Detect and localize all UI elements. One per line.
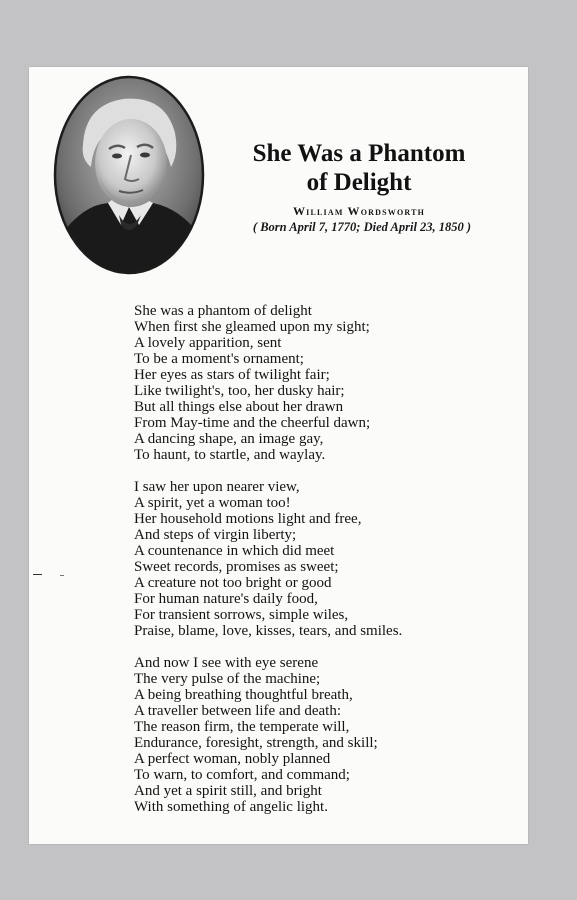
poem-line: A dancing shape, an image gay,: [134, 431, 324, 447]
poem-line: To haunt, to startle, and waylay.: [134, 447, 326, 463]
author-name: William Wordsworth: [292, 204, 426, 218]
author-dates: ( Born April 7, 1770; Died April 23, 1850 ): [252, 220, 472, 234]
poem-line: When first she gleamed upon my sight;: [134, 319, 370, 335]
poem-line: The very pulse of the machine;: [134, 671, 321, 687]
poem-line: For transient sorrows, simple wiles,: [134, 607, 349, 623]
poem-line: Like twilight's, too, her dusky hair;: [134, 383, 345, 399]
poem-line: From May-time and the cheerful dawn;: [134, 415, 371, 431]
poem-line: Praise, blame, love, kisses, tears, and smiles.: [134, 623, 403, 639]
poem-line: With something of angelic light.: [134, 799, 328, 815]
poem-line: For human nature's daily food,: [134, 591, 318, 607]
poem-line: A spirit, yet a woman too!: [134, 495, 291, 511]
poem-body: [134, 303, 514, 831]
poem-line: A lovely apparition, sent: [134, 335, 282, 351]
poem-line: Endurance, foresight, strength, and skill;: [134, 735, 378, 751]
poem-line: Her household motions light and free,: [134, 511, 362, 527]
margin-mark: [33, 574, 42, 575]
poem-line: A traveller between life and death:: [134, 703, 341, 719]
title-line-1: She Was a Phantom: [252, 140, 466, 167]
poem-line: And now I see with eye serene: [134, 655, 319, 671]
poem-line: The reason firm, the temperate will,: [134, 719, 350, 735]
stanza-3: [134, 655, 514, 815]
poem-line: To warn, to comfort, and command;: [134, 767, 350, 783]
stanza-1: [134, 303, 514, 463]
poem-line: But all things else about her drawn: [134, 399, 344, 415]
poem-line: To be a moment's ornament;: [134, 351, 304, 367]
poem-line: I saw her upon nearer view,: [134, 479, 300, 495]
poem-line: She was a phantom of delight: [134, 303, 312, 319]
document-page: [29, 67, 528, 844]
poem-line: A creature not too bright or good: [134, 575, 332, 591]
title-line-2: of Delight: [306, 169, 412, 196]
stanza-2: [134, 479, 514, 639]
margin-mark: [60, 575, 64, 576]
poem-line: Her eyes as stars of twilight fair;: [134, 367, 330, 383]
poem-line: Sweet records, promises as sweet;: [134, 559, 339, 575]
portrait-engraving-icon: [53, 75, 205, 275]
poem-line: And steps of virgin liberty;: [134, 527, 297, 543]
poem-line: And yet a spirit still, and bright: [134, 783, 322, 799]
poem-line: A countenance in which did meet: [134, 543, 335, 559]
page-title: [209, 139, 509, 197]
poem-line: A being breathing thoughtful breath,: [134, 687, 353, 703]
poem-line: A perfect woman, nobly planned: [134, 751, 331, 767]
